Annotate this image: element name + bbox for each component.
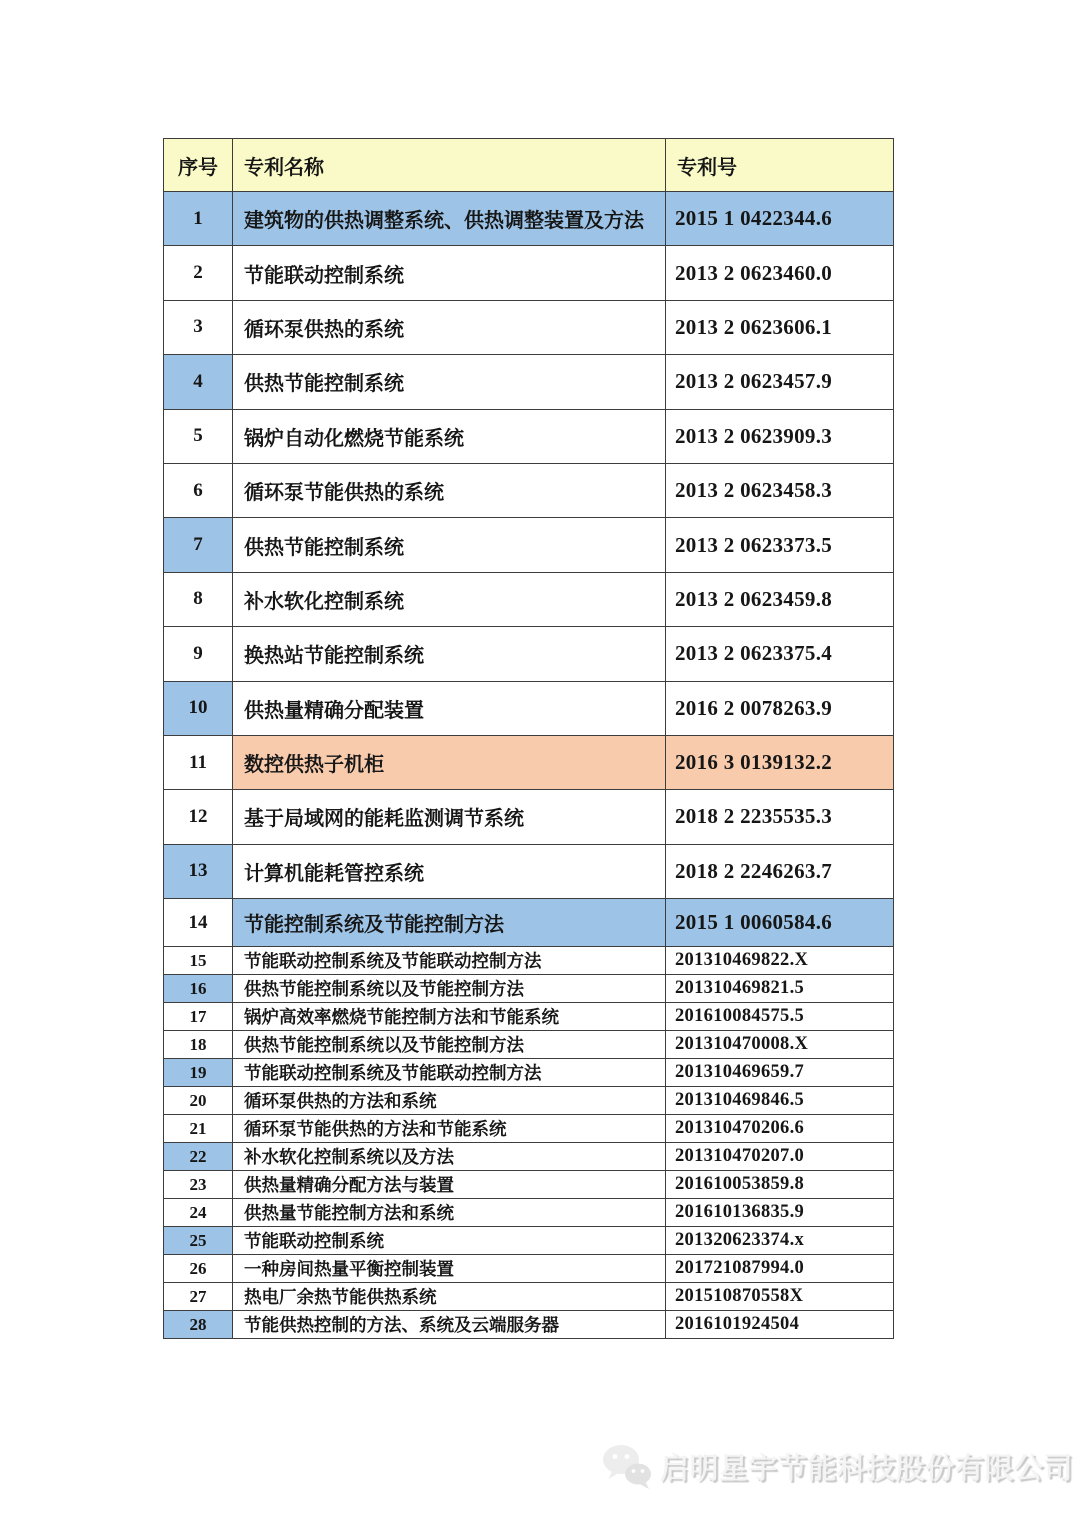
patent-number-cell: 201310470008.X [666, 1031, 894, 1059]
patent-name-cell: 节能联动控制系统 [233, 1227, 666, 1255]
row-number-cell: 18 [164, 1031, 233, 1059]
row-number-cell: 28 [164, 1311, 233, 1339]
table-row [164, 975, 894, 1003]
row-number-cell: 22 [164, 1143, 233, 1171]
table-row [164, 355, 894, 409]
row-number-cell: 20 [164, 1087, 233, 1115]
patent-number-cell: 2018 2 2235535.3 [666, 790, 894, 844]
row-number-cell: 26 [164, 1255, 233, 1283]
table-row [164, 300, 894, 354]
patent-name-cell: 锅炉高效率燃烧节能控制方法和节能系统 [233, 1003, 666, 1031]
watermark-company-name: 启明星宇节能科技股份有限公司 [660, 1452, 1074, 1485]
row-number-cell: 12 [164, 790, 233, 844]
row-number-cell: 25 [164, 1227, 233, 1255]
patent-number-cell: 2016 3 0139132.2 [666, 735, 894, 789]
patent-name-cell: 建筑物的供热调整系统、供热调整装置及方法 [233, 192, 666, 246]
patent-number-cell: 201610136835.9 [666, 1199, 894, 1227]
row-number-cell: 13 [164, 844, 233, 898]
patent-name-cell: 锅炉自动化燃烧节能系统 [233, 409, 666, 463]
patent-number-cell: 2013 2 0623375.4 [666, 627, 894, 681]
table-row [164, 1143, 894, 1171]
row-number-cell: 7 [164, 518, 233, 572]
patent-name-cell: 换热站节能控制系统 [233, 627, 666, 681]
row-number-cell: 21 [164, 1115, 233, 1143]
patent-number-cell: 201310470207.0 [666, 1143, 894, 1171]
table-row [164, 1199, 894, 1227]
patent-number-cell: 201310469822.X [666, 947, 894, 975]
patent-name-cell: 节能控制系统及节能控制方法 [233, 899, 666, 947]
table-row [164, 518, 894, 572]
header-col-patent: 专利号 [666, 139, 894, 192]
row-number-cell: 5 [164, 409, 233, 463]
table-row [164, 844, 894, 898]
patent-name-cell: 基于局域网的能耗监测调节系统 [233, 790, 666, 844]
patent-number-cell: 2013 2 0623909.3 [666, 409, 894, 463]
patent-number-cell: 2013 2 0623458.3 [666, 463, 894, 517]
row-number-cell: 11 [164, 735, 233, 789]
patent-name-cell: 供热量精确分配装置 [233, 681, 666, 735]
patent-name-cell: 数控供热子机柜 [233, 735, 666, 789]
patent-name-cell: 供热量节能控制方法和系统 [233, 1199, 666, 1227]
patent-number-cell: 201610053859.8 [666, 1171, 894, 1199]
patent-name-cell: 热电厂余热节能供热系统 [233, 1283, 666, 1311]
row-number-cell: 23 [164, 1171, 233, 1199]
table-row [164, 409, 894, 463]
table-row [164, 1171, 894, 1199]
patent-name-cell: 节能联动控制系统及节能联动控制方法 [233, 1059, 666, 1087]
watermark [601, 1442, 1073, 1490]
table-row [164, 1059, 894, 1087]
table-row [164, 627, 894, 681]
patent-number-cell: 2013 2 0623373.5 [666, 518, 894, 572]
table-row [164, 681, 894, 735]
patent-number-cell: 2013 2 0623459.8 [666, 572, 894, 626]
row-number-cell: 24 [164, 1199, 233, 1227]
patent-number-cell: 2016101924504 [666, 1311, 894, 1339]
patent-table [163, 138, 894, 1339]
row-number-cell: 10 [164, 681, 233, 735]
table-row [164, 246, 894, 300]
row-number-cell: 14 [164, 899, 233, 947]
patent-name-cell: 供热节能控制系统 [233, 518, 666, 572]
patent-name-cell: 一种房间热量平衡控制装置 [233, 1255, 666, 1283]
table-row [164, 1087, 894, 1115]
patent-number-cell: 201320623374.x [666, 1227, 894, 1255]
patent-number-cell: 201310469659.7 [666, 1059, 894, 1087]
patent-table-body [164, 192, 894, 1339]
patent-name-cell: 节能联动控制系统 [233, 246, 666, 300]
header-col-num: 序号 [164, 139, 233, 192]
table-row [164, 1255, 894, 1283]
patent-number-cell: 201610084575.5 [666, 1003, 894, 1031]
patent-name-cell: 补水软化控制系统 [233, 572, 666, 626]
patent-name-cell: 循环泵节能供热的系统 [233, 463, 666, 517]
patent-name-cell: 节能供热控制的方法、系统及云端服务器 [233, 1311, 666, 1339]
patent-name-cell: 计算机能耗管控系统 [233, 844, 666, 898]
patent-number-cell: 2015 1 0422344.6 [666, 192, 894, 246]
row-number-cell: 2 [164, 246, 233, 300]
table-row [164, 790, 894, 844]
header-row [164, 139, 894, 192]
row-number-cell: 8 [164, 572, 233, 626]
table-row [164, 192, 894, 246]
patent-number-cell: 2013 2 0623460.0 [666, 246, 894, 300]
patent-number-cell: 201721087994.0 [666, 1255, 894, 1283]
patent-number-cell: 2013 2 0623606.1 [666, 300, 894, 354]
row-number-cell: 6 [164, 463, 233, 517]
table-row [164, 1311, 894, 1339]
row-number-cell: 19 [164, 1059, 233, 1087]
table-row [164, 1031, 894, 1059]
patent-name-cell: 补水软化控制系统以及方法 [233, 1143, 666, 1171]
patent-name-cell: 循环泵节能供热的方法和节能系统 [233, 1115, 666, 1143]
wechat-icon [601, 1442, 653, 1490]
row-number-cell: 3 [164, 300, 233, 354]
row-number-cell: 9 [164, 627, 233, 681]
patent-number-cell: 2018 2 2246263.7 [666, 844, 894, 898]
table-row [164, 1283, 894, 1311]
patent-number-cell: 2016 2 0078263.9 [666, 681, 894, 735]
row-number-cell: 17 [164, 1003, 233, 1031]
patent-name-cell: 循环泵供热的方法和系统 [233, 1087, 666, 1115]
row-number-cell: 16 [164, 975, 233, 1003]
table-row [164, 735, 894, 789]
table-row [164, 947, 894, 975]
patent-number-cell: 2015 1 0060584.6 [666, 899, 894, 947]
table-row [164, 899, 894, 947]
patent-number-cell: 201310469821.5 [666, 975, 894, 1003]
patent-name-cell: 节能联动控制系统及节能联动控制方法 [233, 947, 666, 975]
patent-table-header [164, 139, 894, 192]
table-row [164, 572, 894, 626]
patent-name-cell: 循环泵供热的系统 [233, 300, 666, 354]
patent-name-cell: 供热节能控制系统以及节能控制方法 [233, 975, 666, 1003]
patent-number-cell: 201310470206.6 [666, 1115, 894, 1143]
patent-number-cell: 201310469846.5 [666, 1087, 894, 1115]
table-row [164, 1003, 894, 1031]
patent-number-cell: 201510870558X [666, 1283, 894, 1311]
patent-number-cell: 2013 2 0623457.9 [666, 355, 894, 409]
table-row [164, 463, 894, 517]
row-number-cell: 27 [164, 1283, 233, 1311]
row-number-cell: 15 [164, 947, 233, 975]
patent-name-cell: 供热节能控制系统以及节能控制方法 [233, 1031, 666, 1059]
row-number-cell: 4 [164, 355, 233, 409]
patent-name-cell: 供热节能控制系统 [233, 355, 666, 409]
row-number-cell: 1 [164, 192, 233, 246]
patent-name-cell: 供热量精确分配方法与装置 [233, 1171, 666, 1199]
table-row [164, 1115, 894, 1143]
table-row [164, 1227, 894, 1255]
header-col-name: 专利名称 [233, 139, 666, 192]
